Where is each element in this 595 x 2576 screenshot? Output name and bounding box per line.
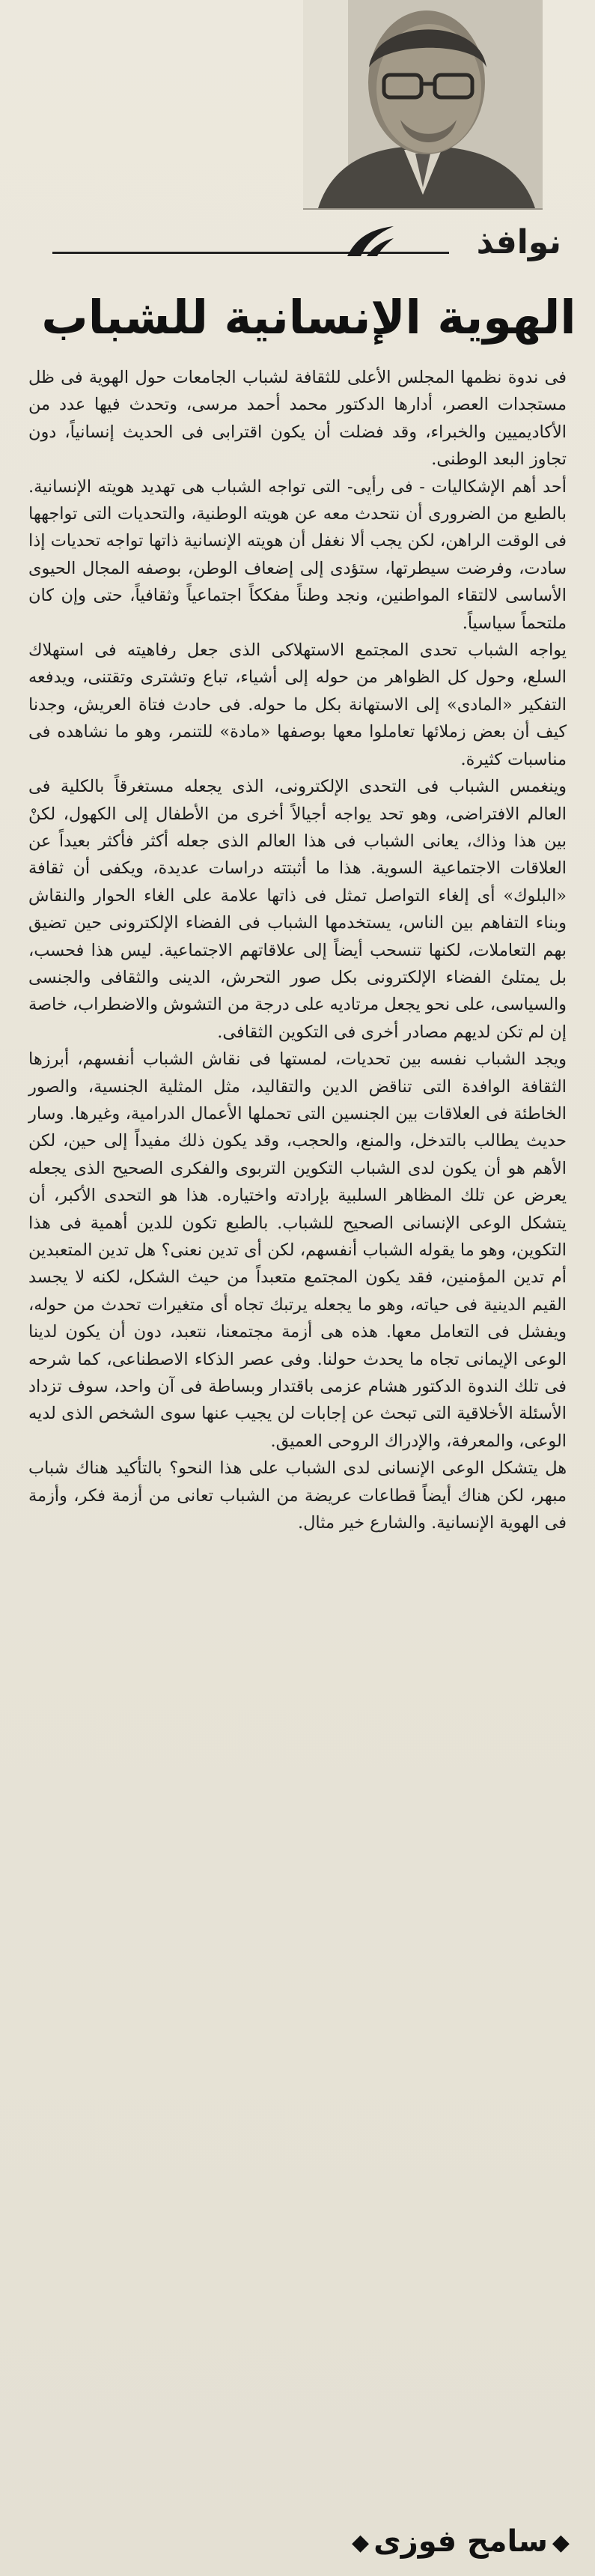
author-byline <box>0 2523 574 2560</box>
author-portrait <box>303 0 543 208</box>
column-name: نوافذ <box>476 223 561 261</box>
column-logo-icon <box>344 223 397 259</box>
author-photo <box>303 0 543 210</box>
article-headline: الهوية الإنسانية للشباب <box>41 290 576 345</box>
author-name: سامح فوزى <box>373 2524 548 2559</box>
paragraph-1: فى ندوة نظمها المجلس الأعلى للثقافة لشباب الجامعات حول الهوية فى ظل مستجدات العصر، أدارها الدكتور محمد أحمد مرسى، وتحدث فيها عدد من الأكاديميين والخبراء، وقد فضلت أن يكون اقترابى فى الحديث إنسانياً، دون تجاوز البعد الوطنى. <box>28 368 567 470</box>
paragraph-6: هل يتشكل الوعى الإنسانى لدى الشباب على هذا النحو؟ بالتأكيد هناك شباب مبهر، لكن هناك أيضاً قطاعات عريضة من الشباب تعانى من أزمة فكر، وأزمة فى الهوية الإنسانية. والشارع خير مثال. <box>28 1458 567 1533</box>
byline-diamond-right: ◆ <box>552 2530 570 2556</box>
byline-diamond-left: ◆ <box>352 2530 370 2556</box>
column-header <box>52 219 580 271</box>
article-body <box>28 364 567 1536</box>
paragraph-3: يواجه الشباب تحدى المجتمع الاستهلاكى الذى جعل رفاهيته فى استهلاك السلع، وحول كل الظواهر من حوله إلى أشياء، تباع وتشترى وتقتنى، ويدفعه التفكير «المادى» إلى الاستهانة بكل ما حوله. فى حادث فتاة العريش، وجدنا كيف أن بعض زملائها تعاملوا معها بوصفها «مادة» للتنمر، وهو ما نشاهده فى مناسبات كثيرة. <box>28 640 567 769</box>
paragraph-2: أحد أهم الإشكاليات - فى رأيى- التى تواجه الشباب هى تهديد هويته الإنسانية. بالطبع من الضرورى أن نتحدث معه عن هويته الوطنية، والتحديات التى تواجهها فى الوقت الراهن، لكن يجب ألا نغفل أن هويته الإنسانية ذاتها تواجه تحديات إذا سادت، وفرضت سيطرتها، ستؤدى إلى إضعاف الوطن، بوصفه المجال الحيوى الأساسى لالتقاء المواطنين، ونجد وطناً مفككاً اجتماعياً وثقافياً، حتى وإن كان ملتحماً سياسياً. <box>28 476 567 633</box>
paragraph-4: وينغمس الشباب فى التحدى الإلكترونى، الذى يجعله مستغرقاً بالكلية فى العالم الافتراضى، وهو تحد يواجه أجيالاً أخرى من الأطفال إلى الكهول، لكنْ بين هذا وذاك، يعانى الشباب فى هذا العالم الذى جعله أكثر فأكثر بعيداً عن العلاقات الاجتماعية السوية. هذا ما أثبتته دراسات عديدة، ويكفى أن ثقافة «البلوك» أى إلغاء التواصل تمثل فى ذاتها علامة على الغاء الحوار والنقاش وبناء التفاهم بين الناس، يستخدمها الشباب فى الفضاء الإلكترونى حين تضيق بهم التعاملات، لكنها تنسحب أيضاً إلى علاقاتهم الاجتماعية. ليس هذا فحسب، بل يمتلئ الفضاء الإلكترونى بكل صور التحرش، الدينى والثقافى والجنسى والسياسى، على نحو يجعل مرتاديه على درجة من التشوش والاضطراب، خاصة إن لم تكن لديهم مصادر أخرى فى التكوين الثقافى. <box>28 777 567 1042</box>
paragraph-5: ويجد الشباب نفسه بين تحديات، لمستها فى نقاش الشباب أنفسهم، أبرزها الثقافة الوافدة التى تناقض الدين والتقاليد، مثل المثلية الجنسية، والصور الخاطئة فى العلاقات بين الجنسين التى تحملها الأعمال الدرامية، وغيرها. وسار حديث يطالب بالتدخل، والمنع، والحجب، وقد يكون ذلك مفيداً إلى حين، لكن الأهم هو أن يكون لدى الشباب التكوين التربوى والفكرى الصحيح الذى يجعله يعرض عن تلك المظاهر السلبية بإرادته واختياره. هذا هو التحدى الأكبر، أن يتشكل الوعى الإنسانى الصحيح للشباب. بالطبع تكون للدين أهمية فى هذا التكوين، وهو ما يقوله الشباب أنفسهم، لكن أى تدين نعنى؟ هل تدين المتعبدين أم تدين المؤمنين، فقد يكون المجتمع متعبداً من حيث الشكل، لكنه لا يجسد القيم الدينية فى حياته، وهو ما يجعله يرتبك تجاه أى متغيرات تحدث من حوله، ويفشل فى التعامل معها. هذه هى أزمة مجتمعنا، نتعبد، دون أن يكون لدينا الوعى الإيمانى تجاه ما يحدث حولنا. وفى عصر الذكاء الاصطناعى، كما شرحه فى تلك الندوة الدكتور هشام عزمى باقتدار وبساطة فى آن واحد، سوف تزداد الأسئلة الأخلاقية التى تبحث عن إجابات لن يجيب عنها سوى الشخص الذى لديه الوعى، والمعرفة، والإدراك الروحى العميق. <box>28 1049 567 1451</box>
